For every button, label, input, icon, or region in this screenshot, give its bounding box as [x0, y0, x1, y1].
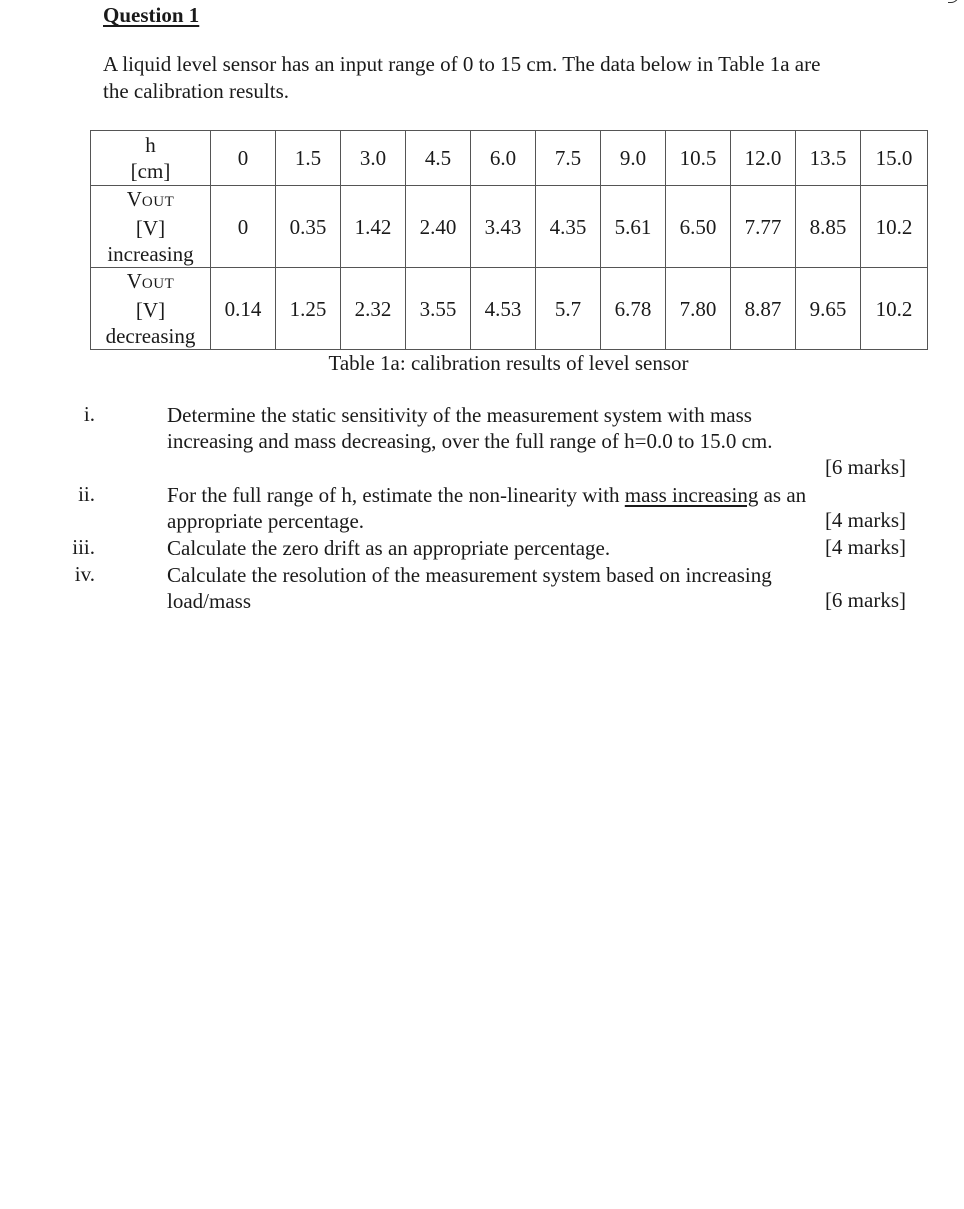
h-label: h — [145, 133, 156, 157]
vout-label: VOUT — [126, 269, 175, 293]
row-label-vout-decreasing — [91, 268, 211, 350]
vout-inc-cell: 6.50 — [666, 186, 731, 268]
vout-unit: [V] — [135, 298, 166, 322]
row-label-h — [91, 131, 211, 186]
part-ii-line-1: For the full range of h, estimate the non-linearity with mass increasing as an — [167, 483, 807, 507]
h-cell: 0 — [211, 131, 276, 186]
h-cell: 4.5 — [406, 131, 471, 186]
vout-inc-cell: 2.40 — [406, 186, 471, 268]
vout-inc-cell: 3.43 — [471, 186, 536, 268]
vout-inc-cell: 4.35 — [536, 186, 601, 268]
h-cell: 10.5 — [666, 131, 731, 186]
part-number: ii. — [78, 482, 95, 506]
vout-dec-cell: 8.87 — [731, 268, 796, 350]
h-unit: [cm] — [130, 159, 171, 183]
h-cell: 6.0 — [471, 131, 536, 186]
calibration-table — [90, 130, 928, 350]
part-number: i. — [83, 402, 95, 426]
part-i-line-2: increasing and mass decreasing, over the full range of h=0.0 to 15.0 cm. — [167, 429, 773, 453]
part-iv-line-1: Calculate the resolution of the measurement system based on increasing — [167, 563, 772, 587]
table-row-vout-increasing — [91, 186, 928, 268]
h-cell: 15.0 — [861, 131, 928, 186]
vout-unit: [V] — [135, 216, 166, 240]
table-row-vout-decreasing — [91, 268, 928, 350]
table-row-h — [91, 131, 928, 186]
h-cell: 12.0 — [731, 131, 796, 186]
vout-inc-cell: 5.61 — [601, 186, 666, 268]
part-number: iv. — [74, 562, 95, 586]
part-iii-line-1: Calculate the zero drift as an appropriate percentage. — [167, 536, 611, 560]
row-label-vout-increasing — [91, 186, 211, 268]
part-ii-text — [167, 482, 907, 534]
part-iv-line-2: load/mass — [167, 589, 251, 613]
intro-line-2: the calibration results. — [103, 79, 290, 103]
vout-label: VOUT — [126, 187, 175, 211]
vout-dec-cell: 9.65 — [796, 268, 861, 350]
part-ii-marks: [4 marks] — [824, 508, 906, 532]
question-heading: Question 1 — [103, 3, 200, 27]
part-iv-text — [167, 562, 907, 614]
h-cell: 9.0 — [601, 131, 666, 186]
intro-line-1: A liquid level sensor has an input range of 0 to 15 cm. The data below in Table 1a are — [103, 52, 821, 76]
part-number: iii. — [72, 535, 95, 559]
vout-inc-cell: 0 — [211, 186, 276, 268]
vout-dec-cell: 7.80 — [666, 268, 731, 350]
vout-inc-cell: 8.85 — [796, 186, 861, 268]
decreasing-label: decreasing — [105, 324, 196, 348]
vout-inc-cell: 7.77 — [731, 186, 796, 268]
h-cell: 3.0 — [341, 131, 406, 186]
part-i-marks: [6 marks] — [824, 455, 906, 479]
vout-dec-cell: 4.53 — [471, 268, 536, 350]
part-i-line-1: Determine the static sensitivity of the measurement system with mass — [167, 403, 752, 427]
increasing-label: increasing — [107, 242, 194, 266]
vout-dec-cell: 6.78 — [601, 268, 666, 350]
part-iii-text — [167, 535, 907, 561]
part-ii-line-2: appropriate percentage. — [167, 509, 365, 533]
part-iii-marks: [4 marks] — [824, 535, 906, 559]
table-caption: Table 1a: calibration results of level sensor — [328, 351, 689, 375]
part-iv-marks: [6 marks] — [824, 588, 906, 612]
page-corner-mark — [948, 0, 959, 3]
vout-inc-cell: 0.35 — [276, 186, 341, 268]
vout-dec-cell: 5.7 — [536, 268, 601, 350]
part-i-text — [167, 402, 907, 454]
h-cell: 13.5 — [796, 131, 861, 186]
vout-dec-cell: 1.25 — [276, 268, 341, 350]
mass-increasing-emphasis: mass increasing — [624, 483, 759, 507]
vout-dec-cell: 2.32 — [341, 268, 406, 350]
vout-dec-cell: 3.55 — [406, 268, 471, 350]
vout-inc-cell: 10.2 — [861, 186, 928, 268]
h-cell: 7.5 — [536, 131, 601, 186]
vout-dec-cell: 10.2 — [861, 268, 928, 350]
vout-inc-cell: 1.42 — [341, 186, 406, 268]
h-cell: 1.5 — [276, 131, 341, 186]
vout-dec-cell: 0.14 — [211, 268, 276, 350]
question-intro — [103, 51, 923, 105]
